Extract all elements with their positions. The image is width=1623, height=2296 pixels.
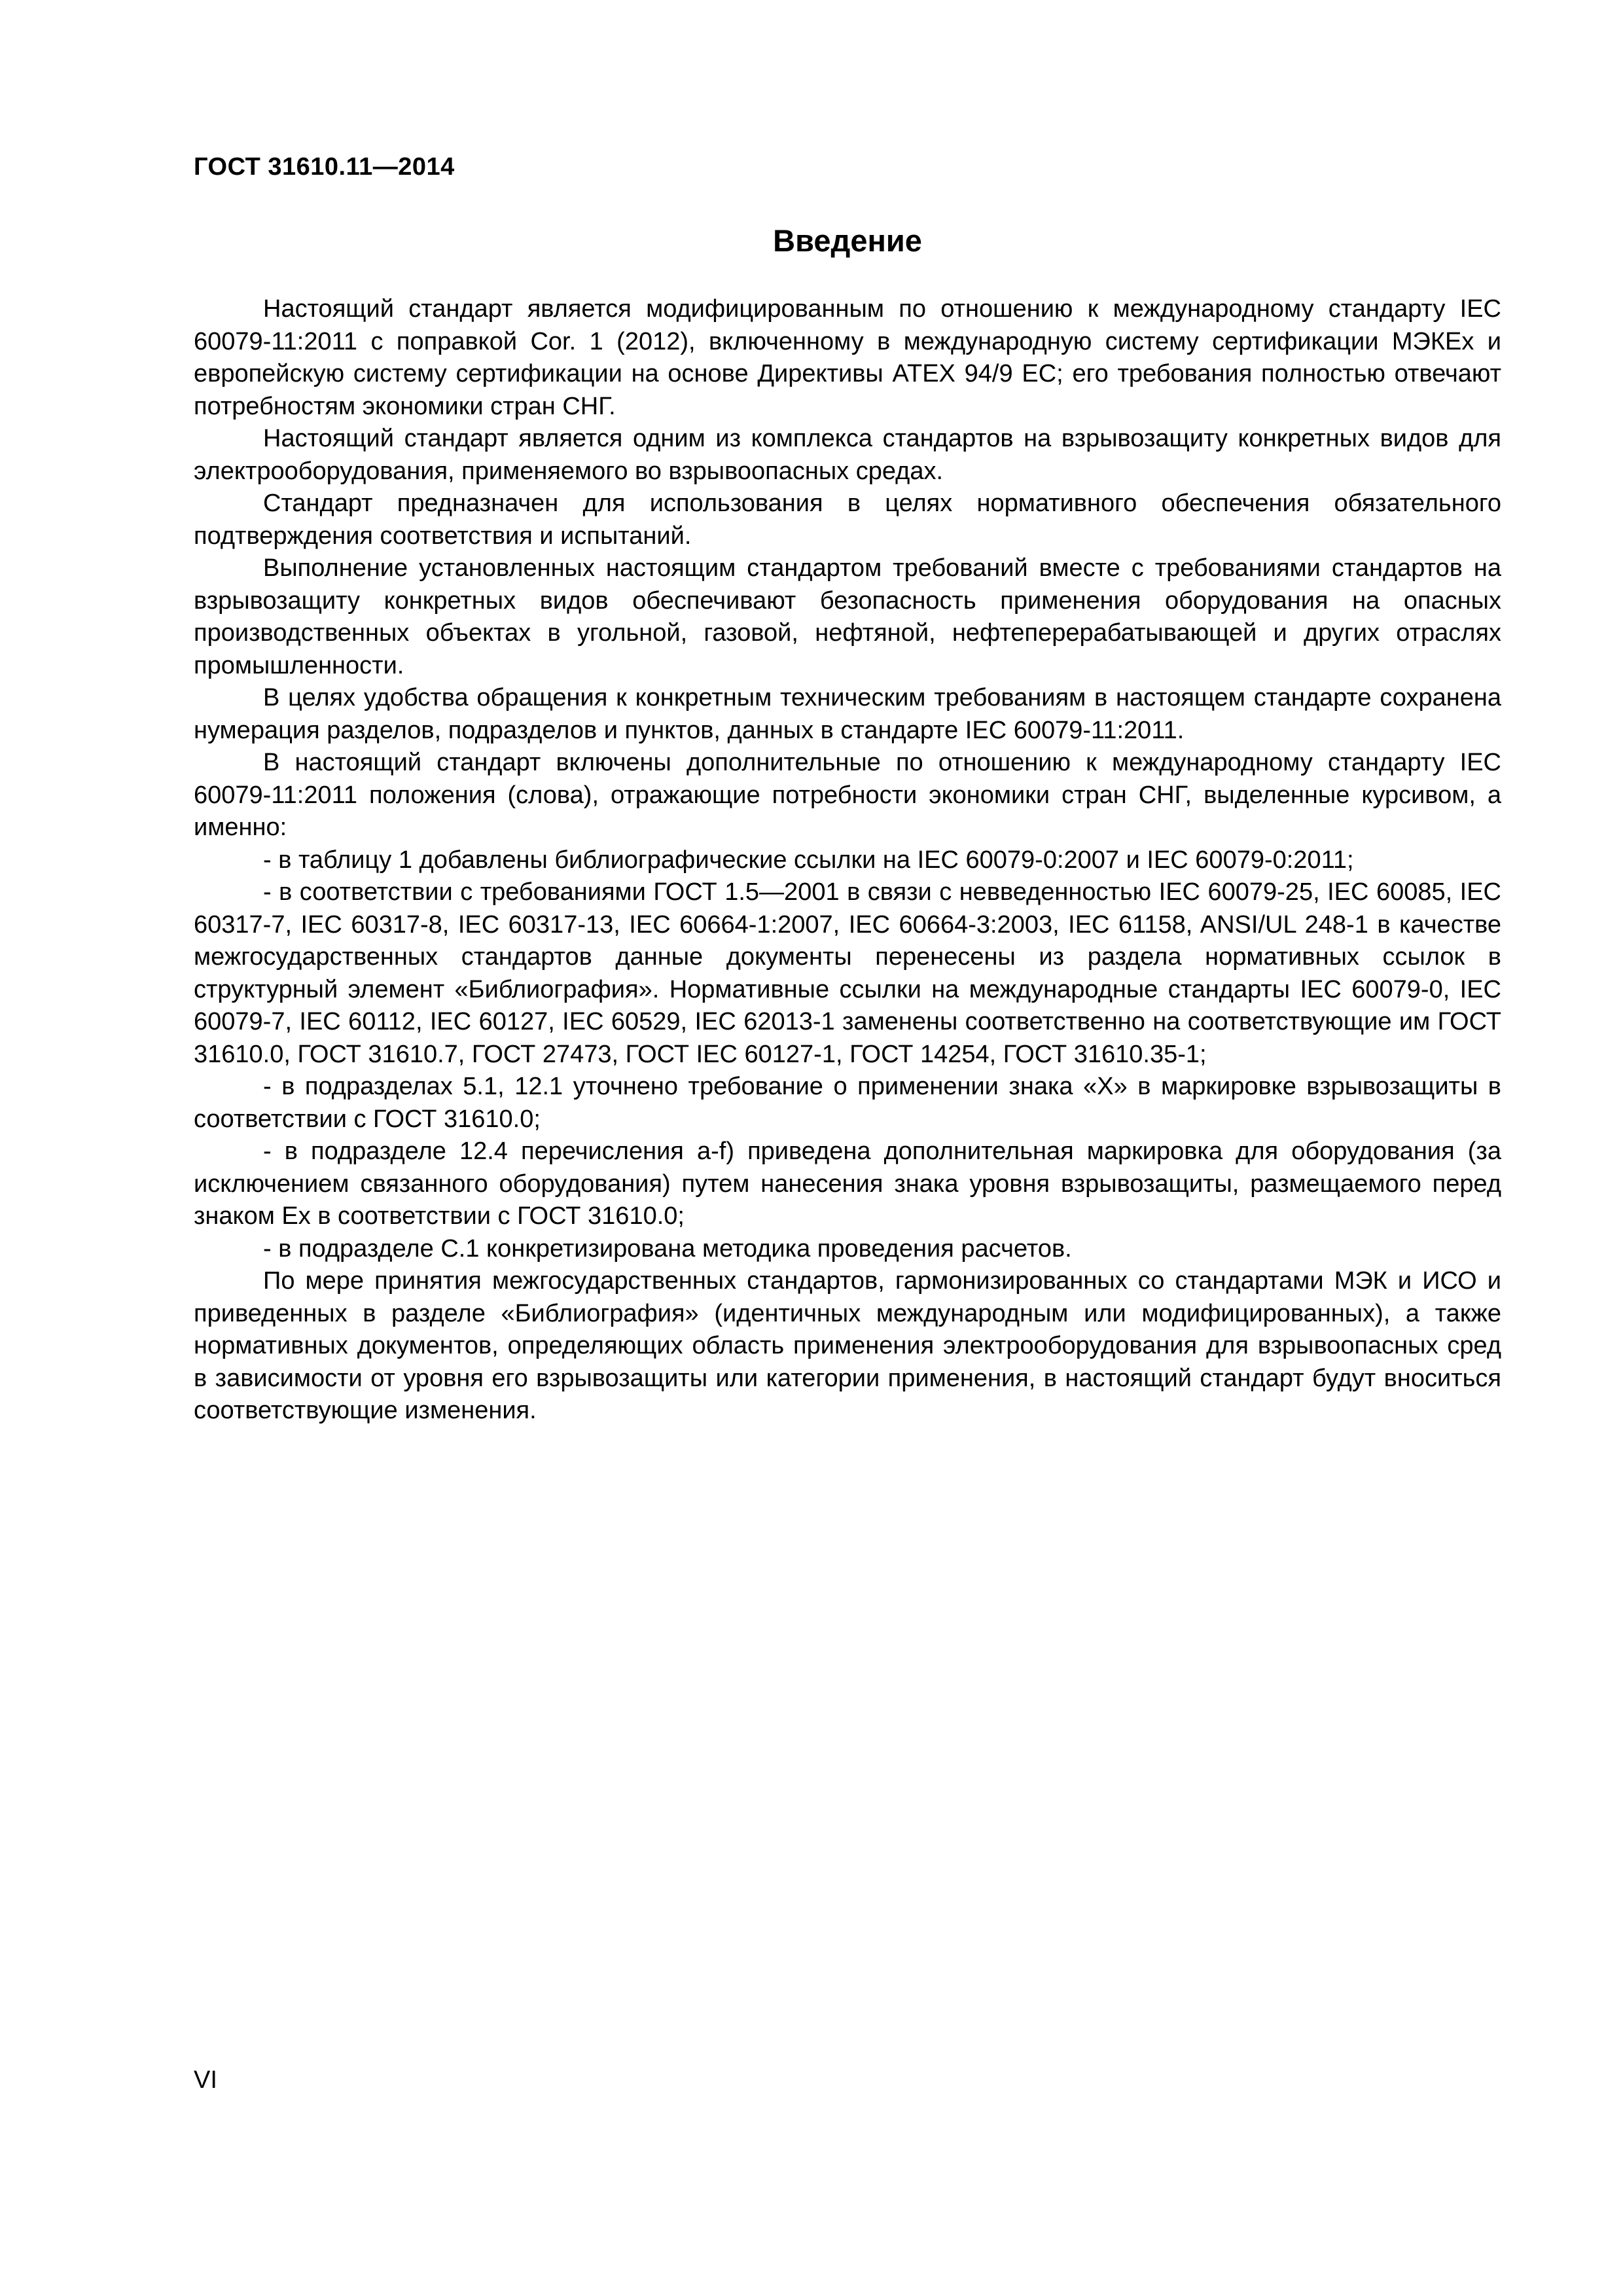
list-item-calculation-method: - в подразделе С.1 конкретизирована методика проведения расчетов.	[263, 1234, 1072, 1263]
list-item-x-marking: - в подразделах 5.1, 12.1 уточнено требование о применении знака «Х» в маркировке взрывозащиты в соответствии с ГОСТ 31610.0;	[194, 1073, 1501, 1133]
section-title: Введение	[773, 223, 922, 258]
list-item-bibliography-transfer: - в соответствии с требованиями ГОСТ 1.5—2001 в связи с невведенностью IEC 60079-25, IEC 60085, IEC 60317-7, IEC 60317-8, IEC 60317-13, IEC 60664-1:2007, IEC 60664-3:2003, IEC 61158, ANSI/UL 248-1 в качестве межгосударственных стандартов данные документы перенесены из раздела нормативных ссылок в структурный элемент «Библиография». Нормативные ссылки на международные стандарты IEC 60079-0, IEC 60079-7, IEC 60112, IEC 60127, IEC 60529, IEC 62013-1 заменены соответственно на соответствующие им ГОСТ 31610.0, ГОСТ 31610.7, ГОСТ 27473, ГОСТ IEC 60127-1, ГОСТ 14254, ГОСТ 31610.35-1;	[194, 878, 1501, 1068]
list-item-table-1: - в таблицу 1 добавлены библиографические ссылки на IEC 60079-0:2007 и IEC 60079-0:2011;	[263, 846, 1354, 874]
paragraph-additions-intro: В настоящий стандарт включены дополнительные по отношению к международному стандарту IEC 60079-11:2011 положения (слова), отражающие потребности экономики стран СНГ, выделенные курсивом, а именно:	[194, 749, 1501, 841]
paragraph-purpose: Стандарт предназначен для использования в целях нормативного обеспечения обязательного подтверждения соответствия и испытаний.	[194, 490, 1501, 550]
paragraph-modification-status: Настоящий стандарт является модифицированным по отношению к международному стандарту IEC 60079-11:2011 с поправкой Cor. 1 (2012), включенному в международную систему сертификации МЭКЕх и европейскую систему сертификации на основе Директивы ATEX 94/9 EC; его требования полностью отвечают потребностям экономики стран СНГ.	[194, 295, 1501, 420]
list-item-additional-marking: - в подразделе 12.4 перечисления a-f) приведена дополнительная маркировка для оборудования (за исключением связанного оборудования) путем нанесения знака уровня взрывозащиты, размещаемого перед знаком Ex в соответствии с ГОСТ 31610.0;	[194, 1138, 1501, 1230]
introduction-body	[194, 293, 1501, 1427]
page-number: VI	[194, 2066, 217, 2094]
document-code-header: ГОСТ 31610.11—2014	[194, 153, 455, 181]
paragraph-numbering: В целях удобства обращения к конкретным техническим требованиям в настоящем стандарте сохранена нумерация разделов, подразделов и пунктов, данных в стандарте IEC 60079-11:2011.	[194, 684, 1501, 744]
paragraph-future-changes: По мере принятия межгосударственных стандартов, гармонизированных со стандартами МЭК и ИСО и приведенных в разделе «Библиография» (идентичных международным или модифицированных), а также нормативных документов, определяющих область применения электрооборудования для взрывоопасных сред в зависимости от уровня его взрывозащиты или категории применения, в настоящий стандарт будут вноситься соответствующие изменения.	[194, 1267, 1501, 1424]
paragraph-standard-complex: Настоящий стандарт является одним из комплекса стандартов на взрывозащиту конкретных видов для электрооборудования, применяемого во взрывоопасных средах.	[194, 425, 1501, 485]
paragraph-safety: Выполнение установленных настоящим стандартом требований вместе с требованиями стандартов на взрывозащиту конкретных видов обеспечивают безопасность применения оборудования на опасных производственных объектах в угольной, газовой, нефтяной, нефтеперерабатывающей и других отраслях промышленности.	[194, 554, 1501, 679]
